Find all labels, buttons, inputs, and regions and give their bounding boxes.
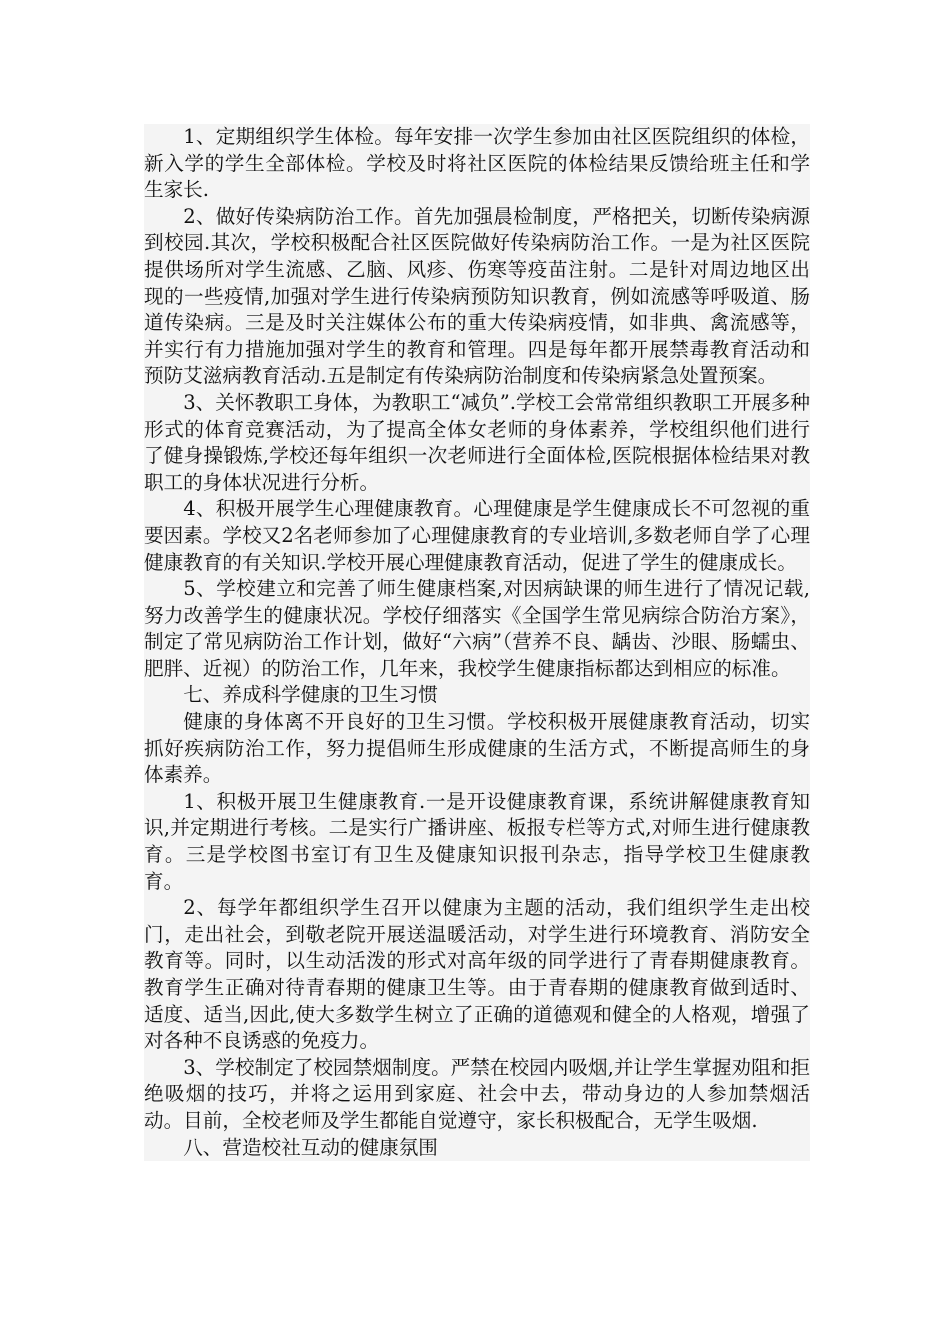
- section-heading-8: 八、营造校社互动的健康氛围: [183, 1135, 438, 1159]
- paragraph-item-1: 1、定期组织学生体检。每年安排一次学生参加由社区医院组织的体检，新入学的学生全部体检。学校及时将社区医院的体检结果反馈给班主任和学生家长.: [144, 125, 810, 202]
- section-heading-7: 七、养成科学健康的卫生习惯: [183, 683, 438, 707]
- paragraph-item-3: 3、关怀教职工身体，为教职工“减负”.学校工会常常组织教职工开展多种形式的体育竞赛活动，为了提高全体女老师的身体素养，学校组织他们进行了健身操锻炼,学校还每年组织一次老师进行全面体检,医院根据体检结果对教职工的身体状况进行分析。: [144, 390, 810, 494]
- document-body: [144, 124, 810, 1161]
- paragraph-item-2: 2、做好传染病防治工作。首先加强晨检制度，严格把关，切断传染病源到校园.其次，学校积极配合社区医院做好传染病防治工作。一是为社区医院提供场所对学生流感、乙脑、风疹、伤寒等疫苗注射。二是针对周边地区出现的一些疫情,加强对学生进行传染病预防知识教育，例如流感等呼吸道、肠道传染病。三是及时关注媒体公布的重大传染病疫情，如非典、禽流感等，并实行有力措施加强对学生的教育和管理。四是每年都开展禁毒教育活动和预防艾滋病教育活动.五是制定有传染病防治制度和传染病紧急处置预案。: [144, 204, 810, 388]
- paragraph-item-6: 1、积极开展卫生健康教育.一是开设健康教育课，系统讲解健康教育知识,并定期进行考核。二是实行广播讲座、板报专栏等方式,对师生进行健康教育。三是学校图书室订有卫生及健康知识报刊杂志，指导学校卫生健康教育。: [144, 789, 810, 893]
- paragraph-item-7: 2、每学年都组织学生召开以健康为主题的活动，我们组织学生走出校门，走出社会，到敬老院开展送温暖活动，对学生进行环境教育、消防安全教育等。同时，以生动活泼的形式对高年级的同学进行了青春期健康教育。教育学生正确对待青春期的健康卫生等。由于青春期的健康教育做到适时、适度、适当,因此,使大多数学生树立了正确的道德观和健全的人格观，增强了对各种不良诱惑的免疫力。: [144, 896, 810, 1053]
- paragraph-item-4: 4、积极开展学生心理健康教育。心理健康是学生健康成长不可忽视的重要因素。学校又2名老师参加了心理健康教育的专业培训,多数老师自学了心理健康教育的有关知识.学校开展心理健康教育活动，促进了学生的健康成长。: [144, 497, 810, 574]
- paragraph-item-8: 3、学校制定了校园禁烟制度。严禁在校园内吸烟,并让学生掌握劝阻和拒绝吸烟的技巧，并将之运用到家庭、社会中去，带动身边的人参加禁烟活动。目前，全校老师及学生都能自觉遵守，家长积极配合，无学生吸烟.: [144, 1055, 810, 1132]
- paragraph-intro: 健康的身体离不开良好的卫生习惯。学校积极开展健康教育活动，切实抓好疾病防治工作，努力提倡师生形成健康的生活方式，不断提高师生的身体素养。: [144, 710, 810, 787]
- paragraph-item-5: 5、学校建立和完善了师生健康档案,对因病缺课的师生进行了情况记载,努力改善学生的健康状况。学校仔细落实《全国学生常见病综合防治方案》，制定了常见病防治工作计划，做好“六病”（营养不良、龋齿、沙眼、肠蠕虫、肥胖、近视）的防治工作，几年来，我校学生健康指标都达到相应的标准。: [144, 577, 810, 680]
